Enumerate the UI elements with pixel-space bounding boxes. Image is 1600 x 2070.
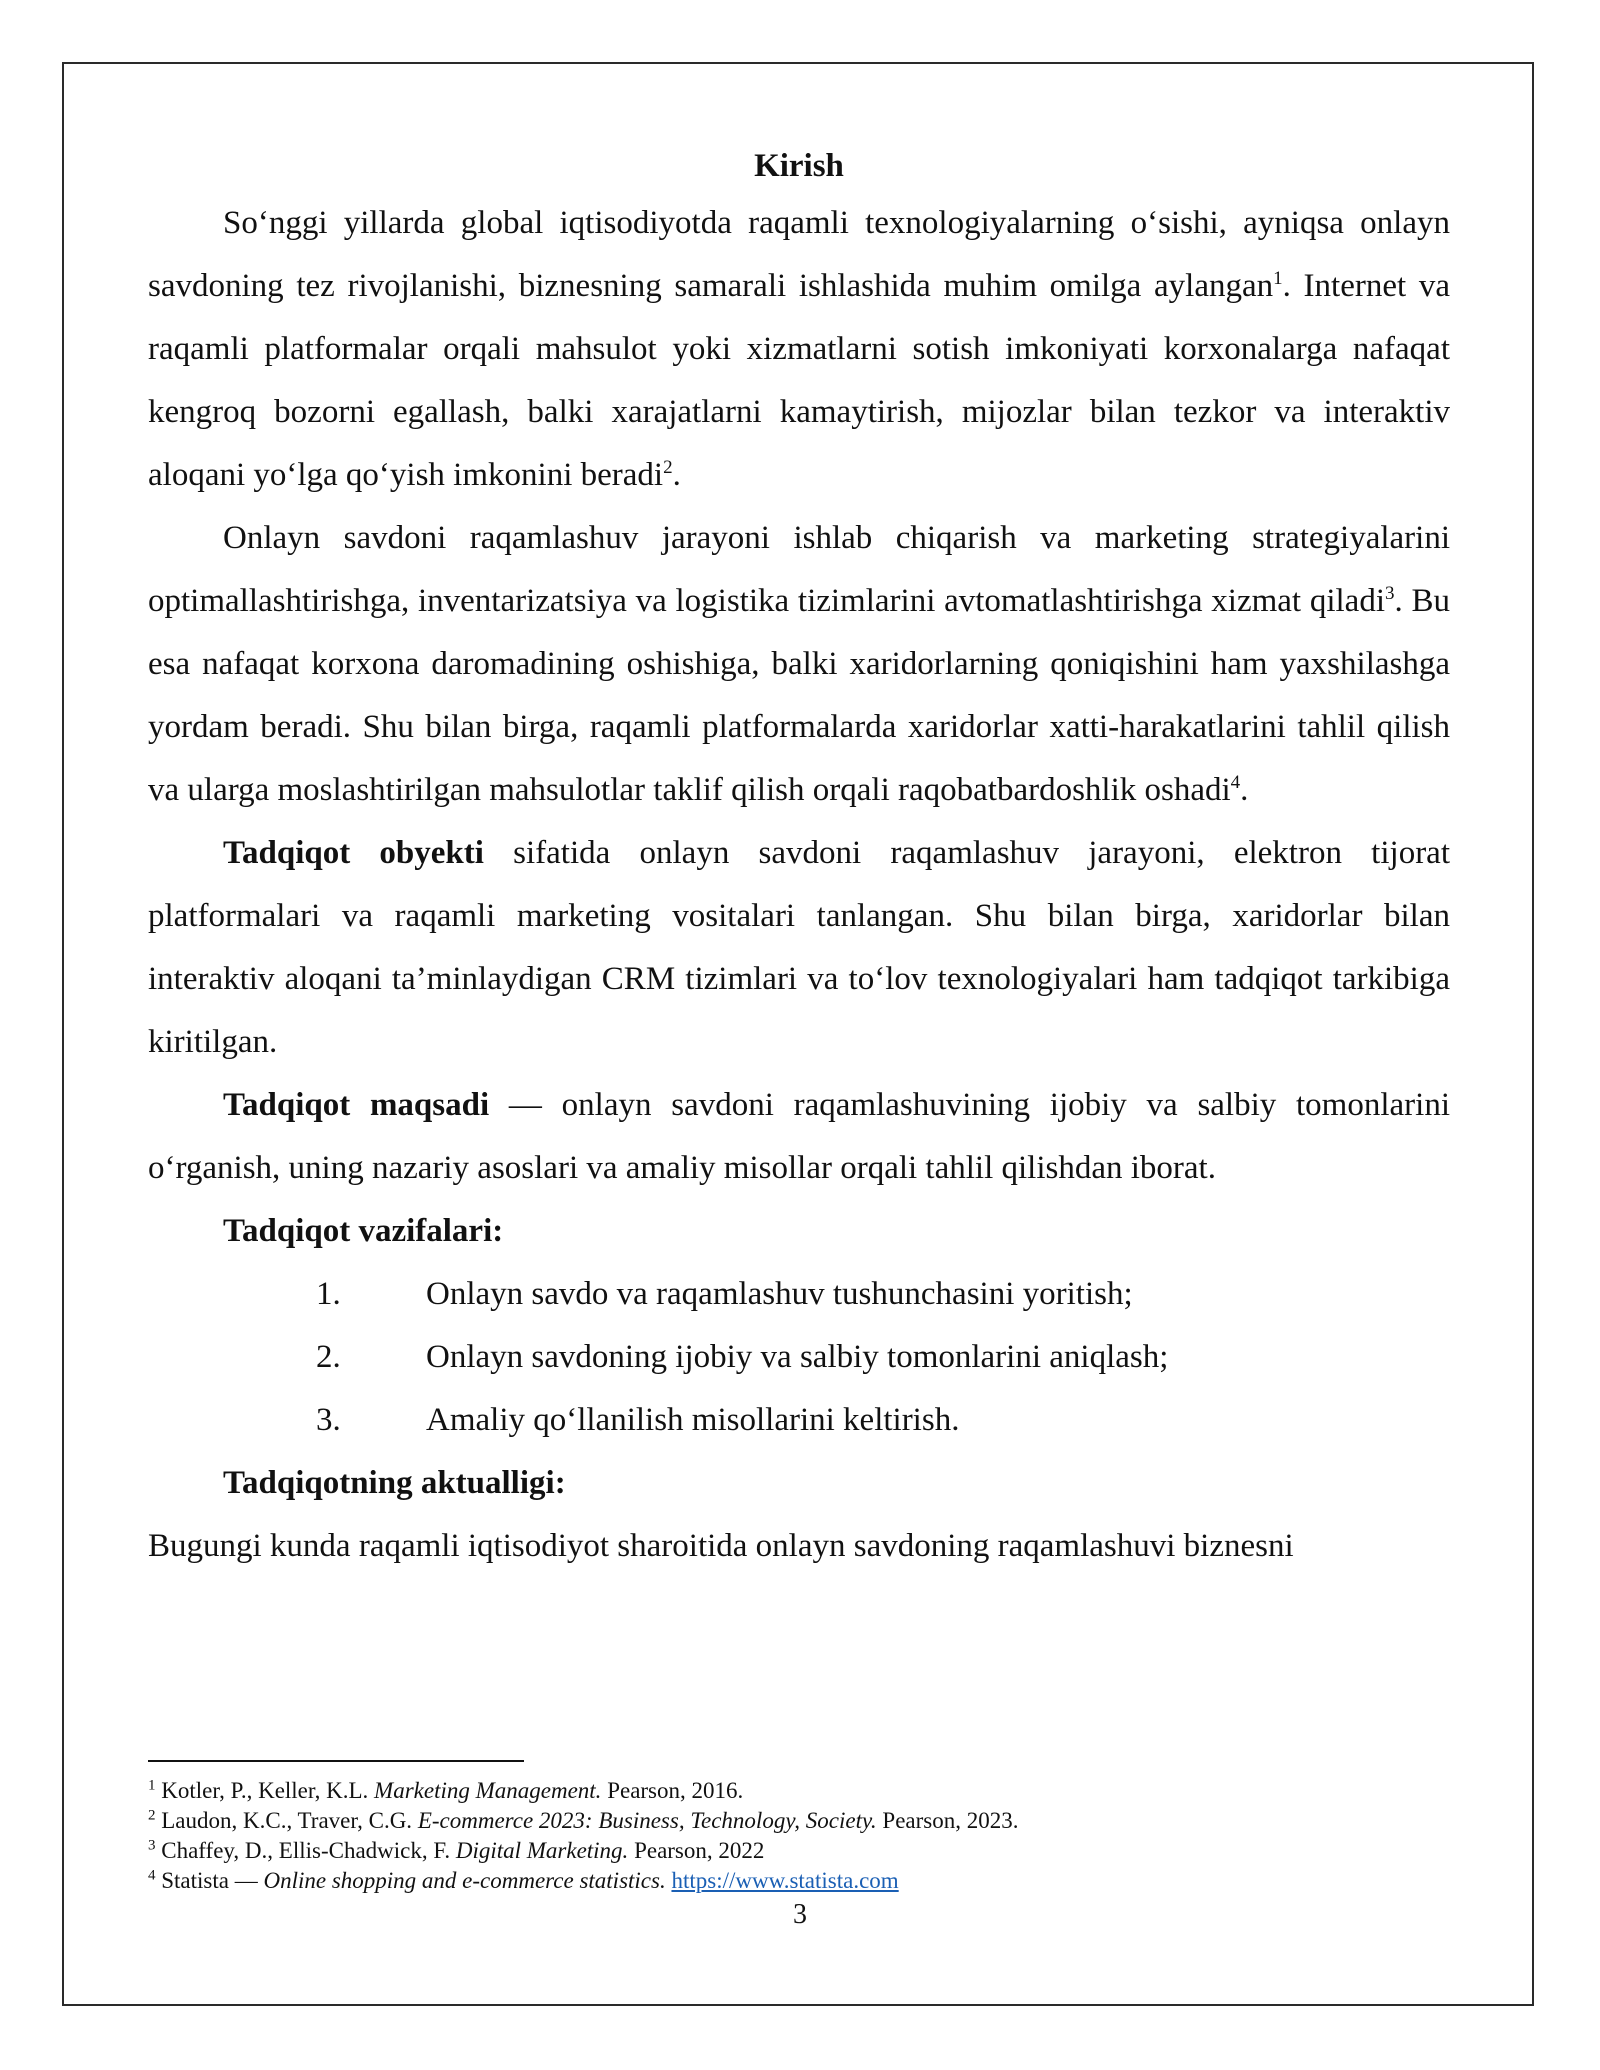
footnote-number: 2: [148, 1807, 156, 1824]
research-goal-paragraph: [148, 1074, 1450, 1200]
list-item-number: 2.: [316, 1339, 341, 1375]
research-goal-label: Tadqiqot maqsadi: [223, 1087, 490, 1123]
footnote-ref-2[interactable]: 2: [663, 457, 673, 478]
footnotes: [148, 1776, 1450, 1896]
research-object-label: Tadqiqot obyekti: [223, 835, 484, 871]
statista-link[interactable]: https://www.statista.com: [671, 1868, 899, 1893]
research-object-paragraph: [148, 822, 1450, 1074]
document-body: [148, 142, 1450, 1578]
intro-paragraph-2: [148, 507, 1450, 822]
footnote-title: E-commerce 2023: Business, Technology, Society.: [417, 1808, 877, 1833]
page-number: 3: [793, 1899, 807, 1930]
list-item: [148, 1326, 1450, 1389]
list-item-text: Onlayn savdoning ijobiy va salbiy tomonlarini aniqlash;: [426, 1339, 1169, 1375]
footnote-3: [148, 1836, 1450, 1866]
list-item-number: 3.: [316, 1402, 341, 1438]
paragraph-text: Onlayn savdoni raqamlashuv jarayoni ishlab chiqarish va marketing strategiyalarini optimallashtirishga, inventarizatsiya va logistika tizimlarini avtomatlashtirishga xizmat qiladi: [148, 520, 1450, 619]
paragraph-text: .: [1240, 772, 1249, 808]
section-title: Kirish: [754, 148, 844, 184]
footnote-title: Digital Marketing.: [455, 1838, 629, 1863]
footnote-2: [148, 1806, 1450, 1836]
relevance-heading: Tadqiqotning aktualligi:: [223, 1465, 566, 1501]
list-item-text: Onlayn savdo va raqamlashuv tushunchasini yoritish;: [426, 1276, 1133, 1312]
list-item: [148, 1263, 1450, 1326]
tasks-heading: Tadqiqot vazifalari:: [223, 1213, 504, 1249]
paragraph-text: . Bu esa nafaqat korxona daromadining oshishiga, balki xaridorlarning qoniqishini ham yaxshilashga yordam beradi. Shu bilan birga, raqamli platformalarda xaridorlar xatti-harakatlarini tahlil qilish va ularga moslashtirilgan mahsulotlar taklif qilish orqali raqobatbardoshlik oshadi: [148, 583, 1450, 808]
paragraph-text: So‘nggi yillarda global iqtisodiyotda raqamli texnologiyalarning o‘sishi, ayniqsa onlayn savdoning tez rivojlanishi, biznesning samarali ishlashida muhim omilga aylangan: [148, 205, 1450, 304]
footnote-ref-4[interactable]: 4: [1230, 772, 1241, 793]
list-item-number: 1.: [316, 1276, 341, 1312]
paragraph-text: — onlayn savdoni raqamlashuvining ijobiy va salbiy tomonlarini o‘rganish, uning nazariy asoslari va amaliy misollar orqali tahlil qilishdan iborat.: [148, 1087, 1450, 1186]
footnote-number: 3: [148, 1837, 156, 1854]
footnote-text: Kotler, P., Keller, K.L.: [155, 1778, 375, 1803]
footnote-title: Online shopping and e-commerce statistics.: [263, 1868, 666, 1893]
footnote-number: 1: [148, 1777, 156, 1794]
paragraph-text: Bugungi kunda raqamli iqtisodiyot sharoitida onlayn savdoning raqamlashuvi biznesni: [148, 1528, 1294, 1564]
footnote-ref-3[interactable]: 3: [1384, 583, 1395, 604]
tasks-list: [148, 1263, 1450, 1452]
footnote-text: Chaffey, D., Ellis-Chadwick, F.: [155, 1838, 456, 1863]
paragraph-text: sifatida onlayn savdoni raqamlashuv jarayoni, elektron tijorat platformalari va raqamli marketing vositalari tanlangan. Shu bilan birga, xaridorlar bilan interaktiv aloqani ta’minlaydigan CRM tizimlari va to‘lov texnologiyalari ham tadqiqot tarkibiga kiritilgan.: [148, 835, 1450, 1060]
list-item-text: Amaliy qo‘llanilish misollarini keltirish.: [426, 1402, 960, 1438]
relevance-paragraph: [148, 1515, 1450, 1578]
footnote-text: Pearson, 2016.: [601, 1778, 744, 1803]
intro-paragraph-1: [148, 192, 1450, 507]
footnote-text: Laudon, K.C., Traver, C.G.: [155, 1808, 418, 1833]
footnote-text: Pearson, 2023.: [876, 1808, 1019, 1833]
footnote-ref-1[interactable]: 1: [1273, 268, 1283, 289]
footnote-number: 4: [148, 1867, 156, 1884]
footnote-4: [148, 1866, 1450, 1896]
footnote-text: Pearson, 2022: [628, 1838, 765, 1863]
footnote-text: Statista —: [155, 1868, 264, 1893]
footnote-1: [148, 1776, 1450, 1806]
list-item: [148, 1389, 1450, 1452]
footnote-title: Marketing Management.: [374, 1778, 602, 1803]
footnote-separator: [148, 1760, 524, 1762]
paragraph-text: .: [672, 457, 681, 493]
paragraph-text: . Internet va raqamli platformalar orqali mahsulot yoki xizmatlarni sotish imkoniyati korxonalarga nafaqat kengroq bozorni egallash, balki xarajatlarni kamaytirish, mijozlar bilan tezkor va interaktiv aloqani yo‘lga qo‘yish imkonini beradi: [148, 268, 1450, 493]
